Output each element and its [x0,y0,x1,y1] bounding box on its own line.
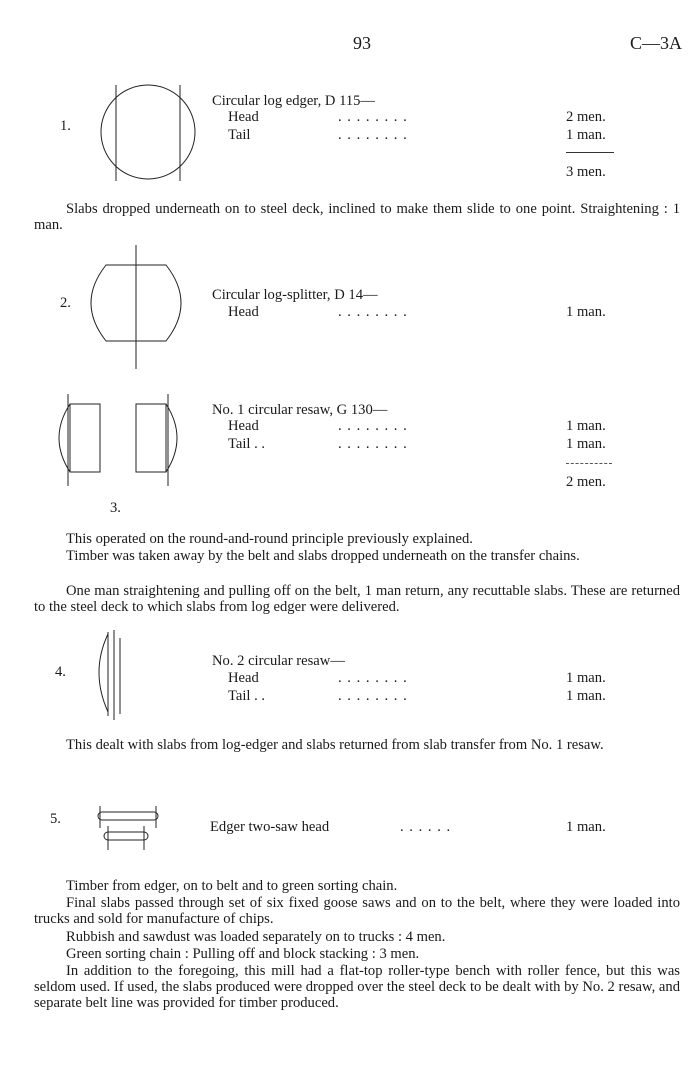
paragraph: Rubbish and sawdust was loaded separately on to trucks : 4 men. [66,929,446,945]
paragraph: One man straightening and pulling off on the belt, 1 man return, any recuttable slabs. These are returned to the steel deck to which slabs from log edger were delivered. [34,583,680,615]
leader-dots: . . . . . . . . [338,436,408,452]
leader-dots: . . . . . . [400,819,452,835]
row-label: Tail . . [228,436,266,452]
page-number: 93 [353,33,371,53]
leader-dots: . . . . . . . . [338,670,408,686]
row-label: Head [228,670,259,686]
paragraph: Final slabs passed through set of six fixed goose saws and on to the belt, where they were loaded into trucks and sold for manufacture of chips. [34,895,680,927]
section-number: 3. [110,500,121,516]
row-label: Head [228,109,259,125]
row-label: Tail [228,127,251,143]
section-number: 4. [55,664,66,680]
log-splitter-diagram [88,245,188,375]
log-edger-diagram [98,85,208,195]
section-title: Edger two-saw head [210,819,330,835]
leader-dots: . . . . . . . . [338,688,408,704]
row-total: 2 men. [566,474,606,490]
row-label: Tail . . [228,688,266,704]
row-value: 1 man. [566,127,606,143]
edger-diagram [92,806,172,856]
row-total: 3 men. [566,164,606,180]
row-value: 1 man. [566,688,606,704]
resaw-diagram [50,390,190,490]
paragraph: This operated on the round-and-round principle previously explained. [66,531,473,547]
leader-dots: . . . . . . . . [338,304,408,320]
row-value: 1 man. [566,670,606,686]
document-reference: C—3A [630,33,683,53]
leader-dots: . . . . . . . . [338,127,408,143]
section-title: Circular log-splitter, D 14— [212,287,378,303]
paragraph: This dealt with slabs from log-edger and slabs returned from slab transfer from No. 1 resaw. [66,737,604,753]
row-label: Head [228,418,259,434]
row-value: 2 men. [566,109,606,125]
paragraph: Timber was taken away by the belt and slabs dropped underneath on the transfer chains. [66,548,580,564]
section-number: 5. [50,811,61,827]
row-value: 1 man. [566,304,606,320]
leader-dots: . . . . . . . . [338,418,408,434]
paragraph: In addition to the foregoing, this mill had a flat-top roller-type bench with roller fence, but this was seldom used. If used, the slabs produced were dropped over the steel deck to be dealt with by No. 2 resaw, and separate belt line was provided for timber produced. [34,963,680,1011]
resaw-2-diagram [92,628,132,724]
row-value: 1 man. [566,436,606,452]
total-rule [566,463,612,464]
section-title: Circular log edger, D 115— [212,93,376,109]
section-title: No. 2 circular resaw— [212,653,345,669]
leader-dots: . . . . . . . . [338,109,408,125]
paragraph: Green sorting chain : Pulling off and block stacking : 3 men. [66,946,420,962]
row-value: 1 man. [566,819,606,835]
row-label: Head [228,304,259,320]
row-value: 1 man. [566,418,606,434]
paragraph: Timber from edger, on to belt and to green sorting chain. [66,878,398,894]
total-rule [566,152,614,153]
section-number: 1. [60,118,71,134]
section-number: 2. [60,295,71,311]
paragraph: Slabs dropped underneath on to steel deck, inclined to make them slide to one point. Straightening : 1 man. [34,201,680,233]
section-title: No. 1 circular resaw, G 130— [212,402,388,418]
